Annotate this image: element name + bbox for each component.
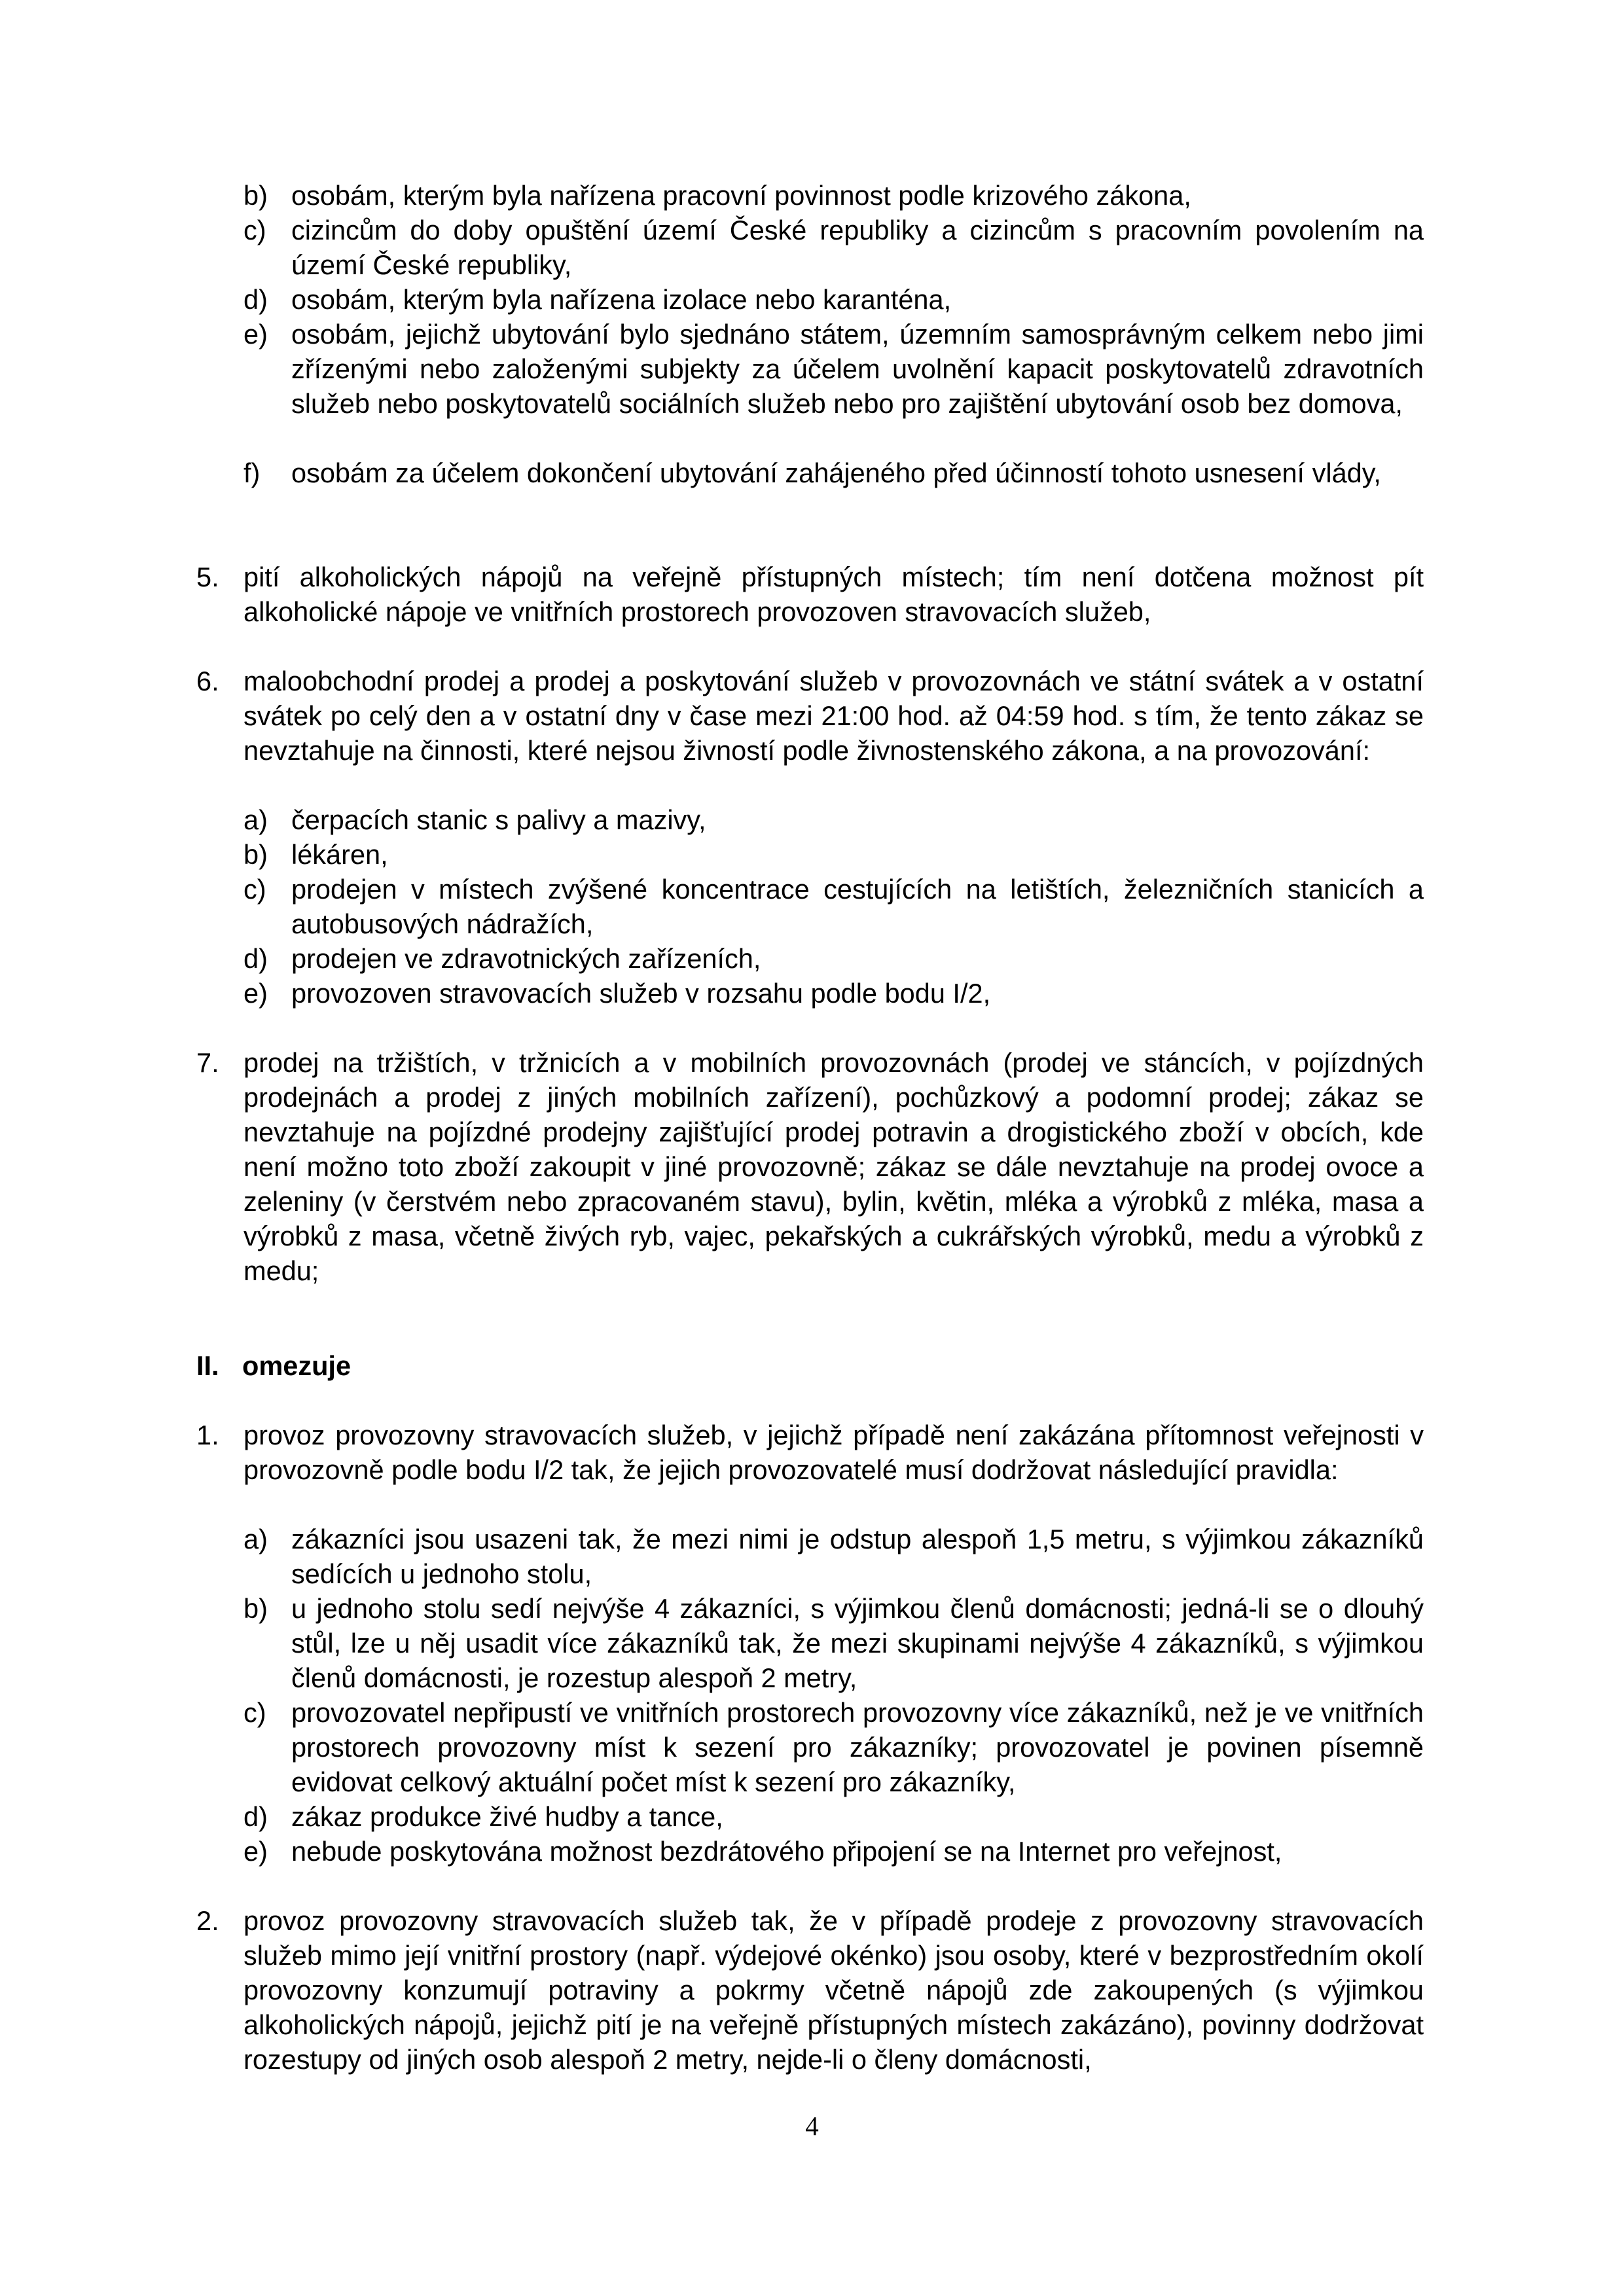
section-number: II.: [196, 1350, 219, 1381]
section-title: omezuje: [242, 1350, 352, 1381]
item-label: c): [244, 1697, 266, 1728]
item-text: osobám, kterým byla nařízena pracovní povinnost podle krizového zákona,: [291, 180, 1191, 211]
item-label: a): [244, 804, 268, 835]
item-label: f): [244, 457, 261, 488]
item-text: prodejen v místech zvýšené koncentrace cestujících na letištích, železničních stanicích a autobusových nádražích,: [291, 874, 1424, 939]
point-number: 6.: [196, 666, 219, 696]
point-number: 1.: [196, 1420, 219, 1450]
point-text: provoz provozovny stravovacích služeb tak, že v případě prodeje z provozovny stravovacích služeb mimo její vnitřní prostory (např. výdejové okénko) jsou osoby, které v bezprostředním okolí provozovny konzumují potraviny a pokrmy včetně nápojů zde zakoupených (s výjimkou alkoholických nápojů, jejichž pití je na veřejně přístupných místech zakázáno), povinny dodržovat rozestupy od jiných osob alespoň 2 metry, nejde-li o členy domácnosti,: [244, 1905, 1424, 2075]
item-text: zákazníci jsou usazeni tak, že mezi nimi je odstup alespoň 1,5 metru, s výjimkou zákazníků sedících u jednoho stolu,: [291, 1524, 1424, 1589]
item-text: lékáren,: [291, 839, 388, 870]
item-text: zákaz produkce živé hudby a tance,: [291, 1801, 723, 1832]
item-label: b): [244, 1593, 268, 1624]
item-text: osobám za účelem dokončení ubytování zahájeného před účinností tohoto usnesení vlády,: [291, 457, 1381, 488]
page-number: 4: [805, 2111, 819, 2141]
item-text: provozovatel nepřipustí ve vnitřních prostorech provozovny více zákazníků, než je ve vnitřních prostorech provozovny míst k sezení pro zákazníky; provozovatel je povinen písemně evidovat celkový aktuální počet míst k sezení pro zákazníky,: [291, 1697, 1424, 1797]
point-number: 2.: [196, 1905, 219, 1936]
point-text: provoz provozovny stravovacích služeb, v jejichž případě není zakázána přítomnost veřejnosti v provozovně podle bodu I/2 tak, že jejich provozovatelé musí dodržovat následující pravidla:: [244, 1420, 1424, 1485]
item-text: prodejen ve zdravotnických zařízeních,: [291, 943, 761, 974]
point-text: maloobchodní prodej a prodej a poskytování služeb v provozovnách ve státní svátek a v ostatní svátek po celý den a v ostatní dny v čase mezi 21:00 hod. až 04:59 hod. s tím, že tento zákaz se nevztahuje na činnosti, které nejsou živností podle živnostenského zákona, a na provozování:: [244, 666, 1424, 766]
item-text: provozoven stravovacích služeb v rozsahu podle bodu I/2,: [291, 978, 991, 1009]
item-label: c): [244, 215, 266, 245]
item-text: osobám, kterým byla nařízena izolace nebo karanténa,: [291, 284, 952, 315]
point-text: pití alkoholických nápojů na veřejně přístupných místech; tím není dotčena možnost pít alkoholické nápoje ve vnitřních prostorech provozoven stravovacích služeb,: [244, 562, 1424, 627]
point-number: 7.: [196, 1047, 219, 1078]
item-label: e): [244, 1836, 268, 1867]
item-text: čerpacích stanic s palivy a mazivy,: [291, 804, 706, 835]
item-label: b): [244, 180, 268, 211]
item-label: b): [244, 839, 268, 870]
item-label: e): [244, 319, 268, 350]
point-number: 5.: [196, 562, 219, 592]
item-text: u jednoho stolu sedí nejvýše 4 zákazníci, s výjimkou členů domácnosti; jedná-li se o dlouhý stůl, lze u něj usadit více zákazníků tak, že mezi skupinami nejvýše 4 zákazníků, s výjimkou členů domácnosti, je rozestup alespoň 2 metry,: [291, 1593, 1424, 1693]
item-label: e): [244, 978, 268, 1009]
item-label: d): [244, 943, 268, 974]
item-label: a): [244, 1524, 268, 1554]
item-label: d): [244, 1801, 268, 1832]
item-text: osobám, jejichž ubytování bylo sjednáno státem, územním samosprávným celkem nebo jimi zřízenými nebo založenými subjekty za účelem uvolnění kapacit poskytovatelů zdravotních služeb nebo poskytovatelů sociálních služeb nebo pro zajištění ubytování osob bez domova,: [291, 319, 1424, 419]
item-label: c): [244, 874, 266, 905]
item-text: cizincům do doby opuštění území České republiky a cizincům s pracovním povolením na území České republiky,: [291, 215, 1424, 280]
point-text: prodej na tržištích, v tržnicích a v mobilních provozovnách (prodej ve stáncích, v pojízdných prodejnách a prodej z jiných mobilních zařízení), pochůzkový a podomní prodej; zákaz se nevztahuje na pojízdné prodejny zajišťující prodej potravin a drogistického zboží v obcích, kde není možno toto zboží zakoupit v jiné provozovně; zákaz se dále nevztahuje na prodej ovoce a zeleniny (v čerstvém nebo zpracovaném stavu), bylin, květin, mléka a výrobků z mléka, masa a výrobků z masa, včetně živých ryb, vajec, pekařských a cukrářských výrobků, medu a výrobků z medu;: [244, 1047, 1424, 1286]
item-label: d): [244, 284, 268, 315]
item-text: nebude poskytována možnost bezdrátového připojení se na Internet pro veřejnost,: [291, 1836, 1282, 1867]
